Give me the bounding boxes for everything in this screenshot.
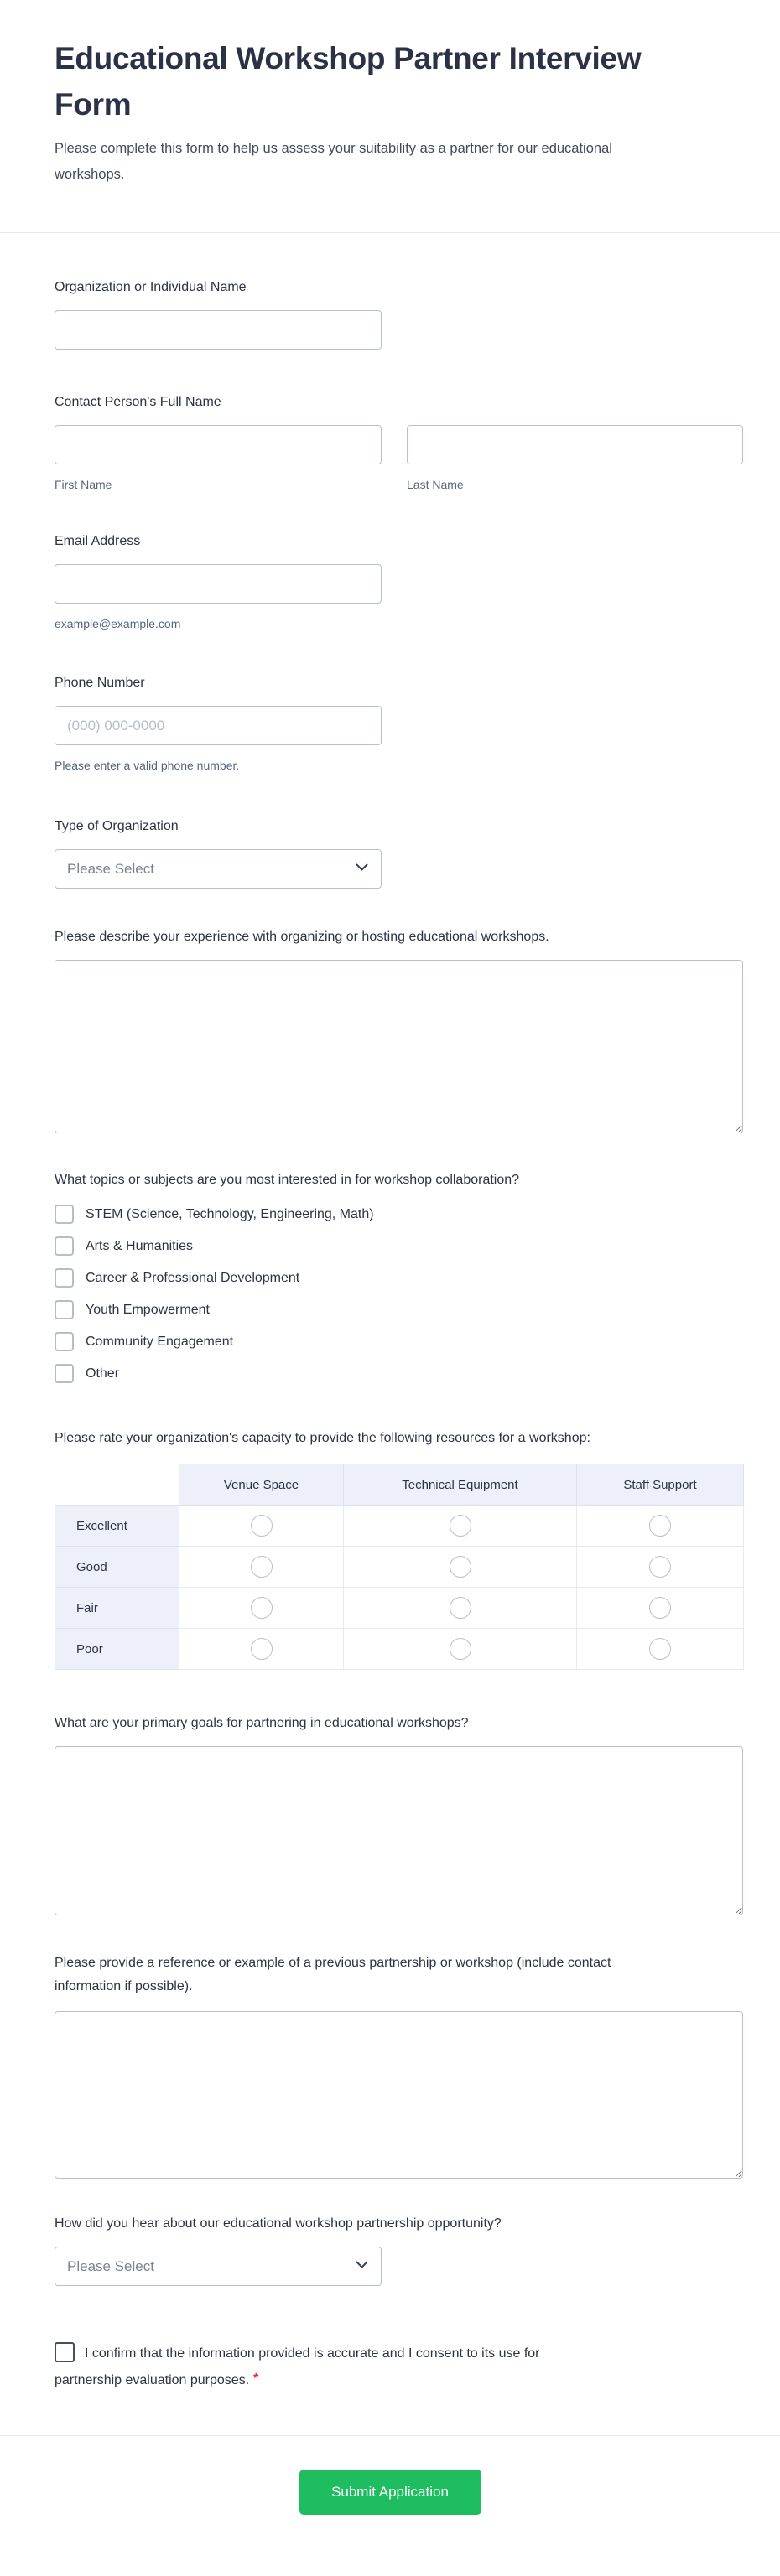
contact-name-label: Contact Person's Full Name — [55, 395, 221, 409]
radio-good-technical-equipment[interactable] — [450, 1556, 471, 1578]
field-experience — [55, 926, 743, 1133]
topic-option-label: Arts & Humanities — [86, 1238, 194, 1253]
last-name-col — [407, 425, 743, 493]
matrix-row-excellent — [55, 1506, 744, 1547]
last-name-input[interactable] — [407, 425, 743, 464]
checkbox-stem[interactable] — [55, 1205, 74, 1224]
form-header — [0, 0, 780, 233]
experience-label: Please describe your experience with organizing or hosting educational workshops. — [55, 930, 549, 944]
first-name-col — [55, 425, 382, 493]
topics-label: What topics or subjects are you most interested in for workshop collaboration? — [55, 1173, 520, 1187]
matrix-col-header: Staff Support — [577, 1464, 744, 1506]
checkbox-other[interactable] — [55, 1364, 74, 1383]
field-contact-name — [55, 391, 743, 493]
topic-option-label: Other — [86, 1366, 120, 1381]
checkbox-arts-humanities[interactable] — [55, 1236, 74, 1256]
matrix-row-label: Good — [55, 1547, 179, 1588]
checkbox-career-development[interactable] — [55, 1268, 74, 1288]
phone-label: Phone Number — [55, 676, 145, 690]
radio-fair-venue-space[interactable] — [251, 1597, 273, 1619]
org-name-label: Organization or Individual Name — [55, 280, 247, 294]
radio-good-venue-space[interactable] — [251, 1556, 273, 1578]
topic-option-row — [55, 1332, 743, 1351]
topic-option-row — [55, 1300, 743, 1319]
matrix-row-good — [55, 1547, 744, 1588]
first-name-input[interactable] — [55, 425, 382, 464]
field-phone — [55, 672, 743, 774]
matrix-row-fair — [55, 1588, 744, 1629]
topics-options — [55, 1205, 743, 1383]
hear-about-label: How did you hear about our educational workshop partnership opportunity? — [55, 2216, 502, 2231]
name-row — [55, 425, 743, 493]
checkbox-youth-empowerment[interactable] — [55, 1300, 74, 1319]
matrix-col-header: Technical Equipment — [344, 1464, 577, 1506]
required-asterisk: * — [253, 2371, 259, 2386]
submit-button[interactable]: Submit Application — [299, 2470, 481, 2515]
field-hear-about — [55, 2213, 743, 2286]
radio-poor-venue-space[interactable] — [251, 1638, 273, 1660]
matrix-header-row — [55, 1464, 744, 1506]
email-input[interactable] — [55, 564, 382, 604]
consent-checkbox[interactable] — [55, 2342, 75, 2362]
topic-option-row — [55, 1268, 743, 1288]
radio-poor-staff-support[interactable] — [649, 1638, 671, 1660]
topic-option-row — [55, 1236, 743, 1256]
consent-text — [55, 2341, 591, 2393]
hear-about-select[interactable] — [55, 2247, 382, 2286]
org-name-input[interactable] — [55, 310, 382, 350]
last-name-sublabel: Last Name — [407, 478, 464, 491]
hear-about-select-wrap — [55, 2247, 382, 2286]
goals-textarea[interactable] — [55, 1746, 743, 1915]
email-sublabel: example@example.com — [55, 617, 181, 630]
email-label: Email Address — [55, 534, 141, 548]
topic-option-label: Career & Professional Development — [86, 1270, 300, 1285]
topic-option-label: STEM (Science, Technology, Engineering, Math) — [86, 1206, 374, 1221]
matrix-col-header: Venue Space — [179, 1464, 344, 1506]
field-topics — [55, 1169, 743, 1383]
field-goals — [55, 1713, 743, 1915]
field-org-name — [55, 277, 743, 350]
org-type-select-wrap — [55, 849, 382, 889]
matrix-row-label: Excellent — [55, 1506, 179, 1547]
matrix-row-label: Fair — [55, 1588, 179, 1629]
org-type-select[interactable] — [55, 849, 382, 889]
consent-label: I confirm that the information provided is accurate and I consent to its use for partnership evaluation purposes. — [55, 2346, 540, 2387]
radio-good-staff-support[interactable] — [649, 1556, 671, 1578]
experience-textarea[interactable] — [55, 960, 743, 1133]
checkbox-community-engagement[interactable] — [55, 1332, 74, 1351]
capacity-label: Please rate your organization's capacity to provide the following resources for a workshop: — [55, 1431, 590, 1445]
phone-sublabel: Please enter a valid phone number. — [55, 759, 240, 772]
org-type-label: Type of Organization — [55, 819, 179, 833]
topic-option-row — [55, 1364, 743, 1383]
first-name-sublabel: First Name — [55, 478, 112, 491]
reference-textarea[interactable] — [55, 2011, 743, 2179]
field-email — [55, 531, 743, 632]
field-org-type — [55, 816, 743, 889]
form-body — [0, 233, 780, 2435]
capacity-matrix-table — [55, 1464, 744, 1670]
topic-option-label: Youth Empowerment — [86, 1302, 210, 1317]
form-subtitle: Please complete this form to help us assess your suitability as a partner for our educational workshops. — [55, 141, 612, 182]
radio-fair-staff-support[interactable] — [649, 1597, 671, 1619]
topic-option-label: Community Engagement — [86, 1334, 234, 1349]
matrix-corner-cell — [55, 1464, 179, 1506]
field-reference — [55, 1951, 743, 2179]
field-capacity-matrix — [55, 1427, 743, 1670]
radio-excellent-technical-equipment[interactable] — [450, 1515, 471, 1537]
radio-excellent-venue-space[interactable] — [251, 1515, 273, 1537]
field-consent — [55, 2341, 743, 2435]
radio-fair-technical-equipment[interactable] — [450, 1597, 471, 1619]
topic-option-row — [55, 1205, 743, 1224]
radio-excellent-staff-support[interactable] — [649, 1515, 671, 1537]
goals-label: What are your primary goals for partnering in educational workshops? — [55, 1716, 469, 1730]
matrix-row-label: Poor — [55, 1629, 179, 1670]
form-title: Educational Workshop Partner Interview Form — [55, 41, 642, 122]
reference-label: Please provide a reference or example of a previous partnership or workshop (include contact information if possible). — [55, 1956, 611, 1993]
form-footer — [0, 2435, 780, 2558]
phone-input[interactable] — [55, 706, 382, 745]
matrix-row-poor — [55, 1629, 744, 1670]
radio-poor-technical-equipment[interactable] — [450, 1638, 471, 1660]
